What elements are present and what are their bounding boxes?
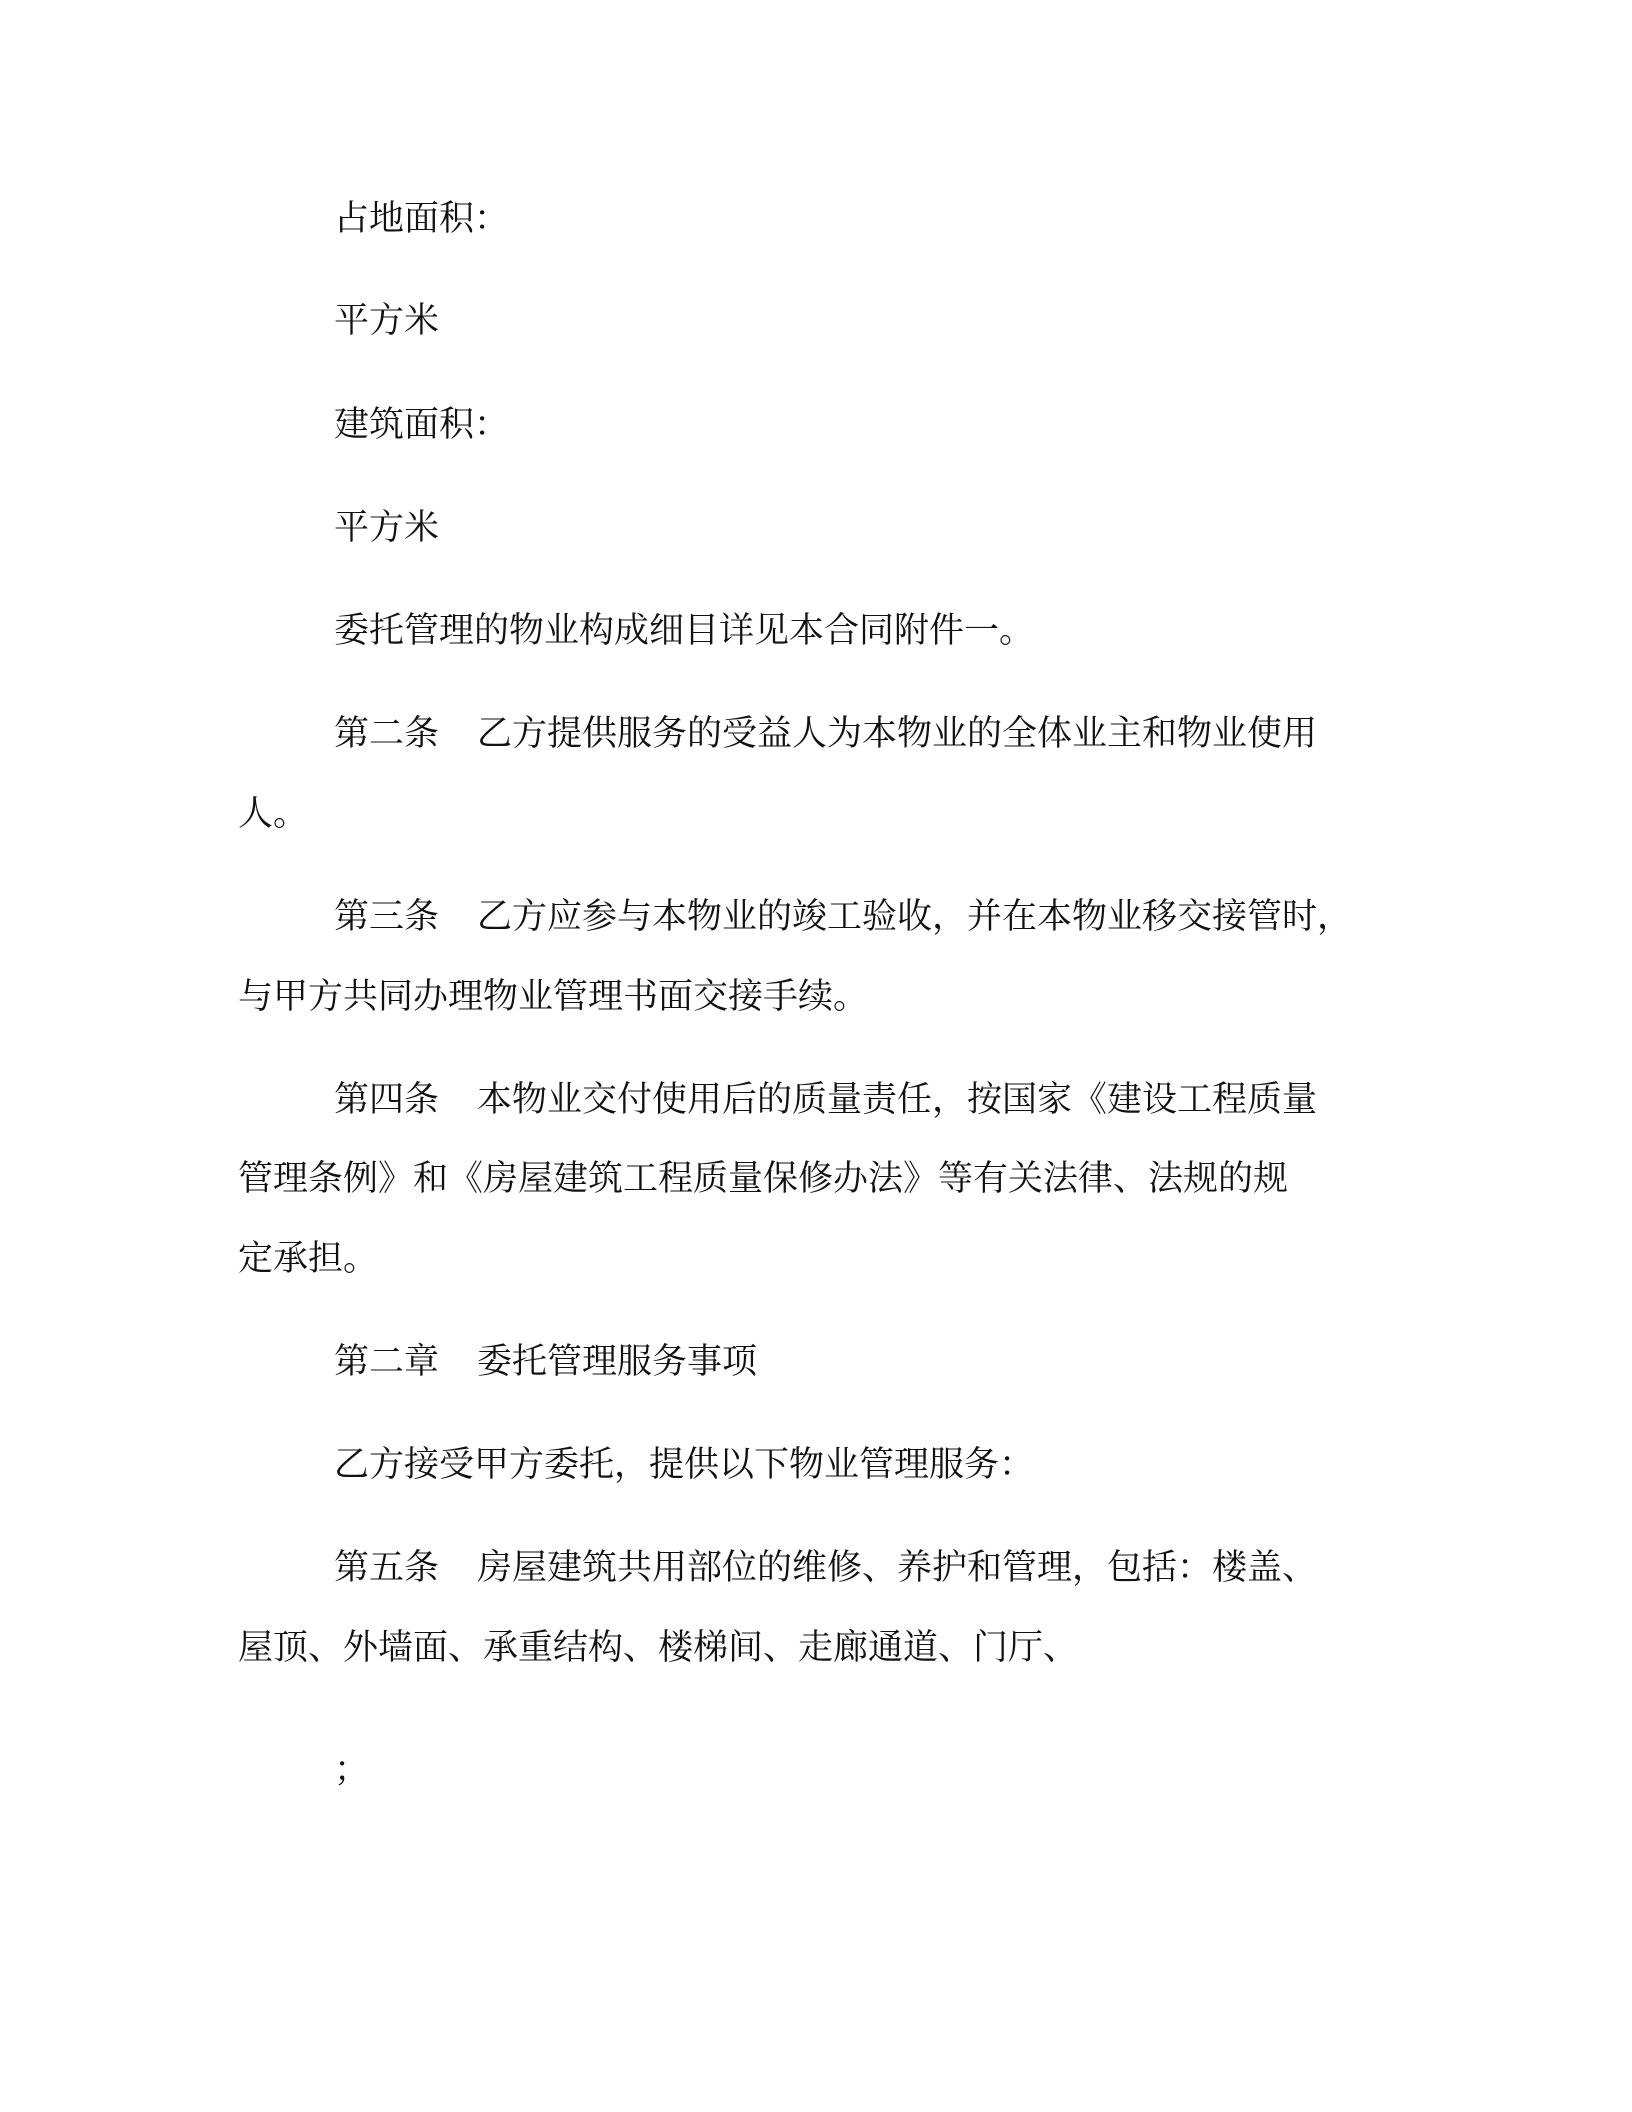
article-3-first-line <box>334 895 1352 939</box>
article-5-text: 房屋建筑共用部位的维修、养护和管理，包括：楼盖、 <box>477 1548 1318 1588</box>
land-area-unit: 平方米 <box>334 301 440 341</box>
service-intro: 乙方接受甲方委托，提供以下物业管理服务： <box>334 1445 1035 1485</box>
article-4-text: 本物业交付使用后的质量责任，按国家《建设工程质量 <box>477 1080 1318 1120</box>
article-5-continuation: 屋顶、外墙面、承重结构、楼梯间、走廊通道、门厅、 <box>238 1628 1079 1668</box>
article-2-text: 乙方提供服务的受益人为本物业的全体业主和物业使用 <box>477 714 1318 754</box>
article-4-continuation-2: 定承担。 <box>238 1239 379 1279</box>
article-2-continuation: 人。 <box>238 794 309 834</box>
chapter-2-heading <box>334 1340 757 1384</box>
article-5-label: 第五条 <box>334 1548 440 1588</box>
property-detail-note: 委托管理的物业构成细目详见本合同附件一。 <box>334 611 1035 651</box>
article-5-first-line <box>334 1546 1317 1590</box>
article-4-first-line <box>334 1078 1317 1122</box>
chapter-2-title: 委托管理服务事项 <box>477 1342 758 1382</box>
article-4-label: 第四条 <box>334 1080 440 1120</box>
article-3-label: 第三条 <box>334 897 440 937</box>
article-3-text: 乙方应参与本物业的竣工验收，并在本物业移交接管时， <box>477 897 1353 937</box>
article-3-continuation: 与甲方共同办理物业管理书面交接手续。 <box>238 977 869 1017</box>
trailing-semicolon: ； <box>334 1750 370 1790</box>
article-2-first-line <box>334 712 1317 756</box>
building-area-label: 建筑面积： <box>334 405 510 445</box>
article-4-continuation-1: 管理条例》和《房屋建筑工程质量保修办法》等有关法律、法规的规 <box>238 1159 1289 1199</box>
land-area-label: 占地面积： <box>334 199 510 239</box>
building-area-unit: 平方米 <box>334 508 440 548</box>
article-2-label: 第二条 <box>334 714 440 754</box>
chapter-2-label: 第二章 <box>334 1342 440 1382</box>
